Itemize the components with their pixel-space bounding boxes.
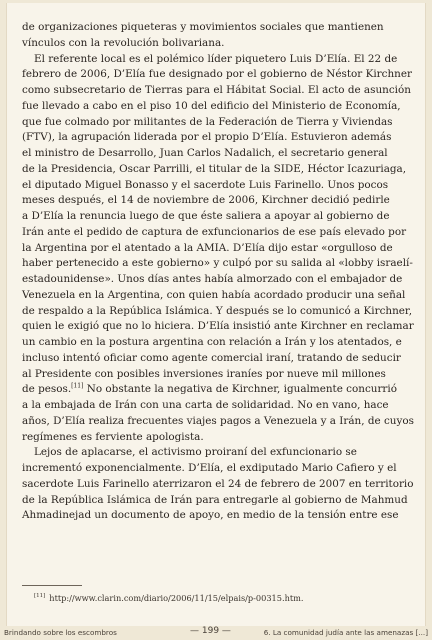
- text-line: fue llevado a cabo en el piso 10 del edificio del Ministerio de Economía,: [22, 99, 401, 112]
- text-line: un cambio en la postura argentina con relación a Irán y los atentados, e: [22, 336, 402, 348]
- text-line: Irán ante el pedido de captura de exfuncionarios de ese país elevado por: [22, 225, 407, 238]
- text-line: febrero de 2006, D’Elía fue designado por el gobierno de Néstor Kirchner: [22, 68, 412, 81]
- text-line: de respaldo a la República Islámica. Y después se lo comunicó a Kirchner,: [22, 304, 413, 317]
- text-line: como subsecretario de Tierras para el Hábitat Social. El acto de asunción: [22, 84, 411, 96]
- text-line: quien le exigió que no lo hiciera. D’Elía insistió ante Kirchner en reclamar: [22, 320, 414, 333]
- page-number: — 199 —: [190, 626, 231, 636]
- text-line: incrementó exponencialmente. D’Elía, el exdiputado Mario Cafiero y el: [22, 462, 397, 474]
- text-fragment: de pesos.: [22, 383, 72, 396]
- text-line: [22, 382, 414, 398]
- footnote-number: [11]: [34, 593, 46, 600]
- text-line: vínculos con la revolución bolivariana.: [22, 36, 225, 49]
- text-line: el diputado Miguel Bonasso y el sacerdote Luis Farinello. Unos pocos: [22, 178, 389, 191]
- page-footer: [0, 628, 432, 640]
- text-line: Ahmadinejad un documento de apoyo, en medio de la tensión entre ese: [22, 509, 399, 522]
- text-line: que fue colmado por militantes de la Federación de Tierra y Viviendas: [22, 115, 393, 128]
- text-line: El referente local es el polémico líder piquetero Luis D’Elía. El 22 de: [34, 52, 398, 65]
- footnote-divider: [22, 585, 82, 586]
- text-fragment: No obstante la negativa de Kirchner, igualmente concurrió: [83, 383, 397, 396]
- text-line: estadounidense». Unos días antes había almorzado con el embajador de: [22, 273, 403, 285]
- text-line: (FTV), la agrupación liderada por el propio D’Elía. Estuvieron además: [22, 131, 392, 144]
- text-line: a la embajada de Irán con una carta de solidaridad. No en vano, hace: [22, 399, 389, 411]
- text-line: de la Presidencia, Oscar Parrilli, el titular de la SIDE, Héctor Icazuriaga,: [22, 162, 407, 175]
- footer-chapter-title: 6. La comunidad judía ante las amenazas [...]: [263, 628, 428, 637]
- text-line: de la República Islámica de Irán para entregarle al gobierno de Mahmud: [22, 493, 408, 506]
- text-line: regímenes es ferviente apologista.: [22, 430, 204, 443]
- text-line: sacerdote Luis Farinello aterrizaron el 24 de febrero de 2007 en territorio: [22, 477, 414, 490]
- text-line: Venezuela en la Argentina, con quien había acordado producir una señal: [22, 288, 406, 301]
- body-text: [22, 20, 414, 524]
- text-line: meses después, el 14 de noviembre de 2006, Kirchner decidió pedirle: [22, 194, 390, 207]
- footnote: [34, 593, 304, 603]
- text-line: a D’Elía la renuncia luego de que éste saliera a apoyar al gobierno de: [22, 210, 390, 222]
- text-line: el ministro de Desarrollo, Juan Carlos Nadalich, el secretario general: [22, 147, 388, 159]
- text-line: la Argentina por el atentado a la AMIA. D’Elía dijo estar «orgulloso de: [22, 241, 393, 254]
- footnote-reference[interactable]: [11]: [71, 382, 84, 390]
- footer-book-title: Brindando sobre los escombros: [4, 628, 117, 637]
- text-line: años, D’Elía realiza frecuentes viajes pagos a Venezuela y a Irán, de cuyos: [22, 414, 414, 427]
- text-line: incluso intentó oficiar como agente comercial iraní, tratando de seducir: [22, 351, 401, 364]
- footnote-link[interactable]: http://www.clarin.com/diario/2006/11/15/elpais/p-00315.htm.: [49, 593, 304, 603]
- text-line: de organizaciones piqueteras y movimientos sociales que mantienen: [22, 21, 384, 33]
- text-line: haber pertenecido a este gobierno» y culpó por su salida al «lobby israelí-: [22, 257, 413, 270]
- text-line: Lejos de aplacarse, el activismo proiraní del exfuncionario se: [34, 446, 357, 459]
- text-line: al Presidente con posibles inversiones iraníes por nueve mil millones: [22, 367, 386, 380]
